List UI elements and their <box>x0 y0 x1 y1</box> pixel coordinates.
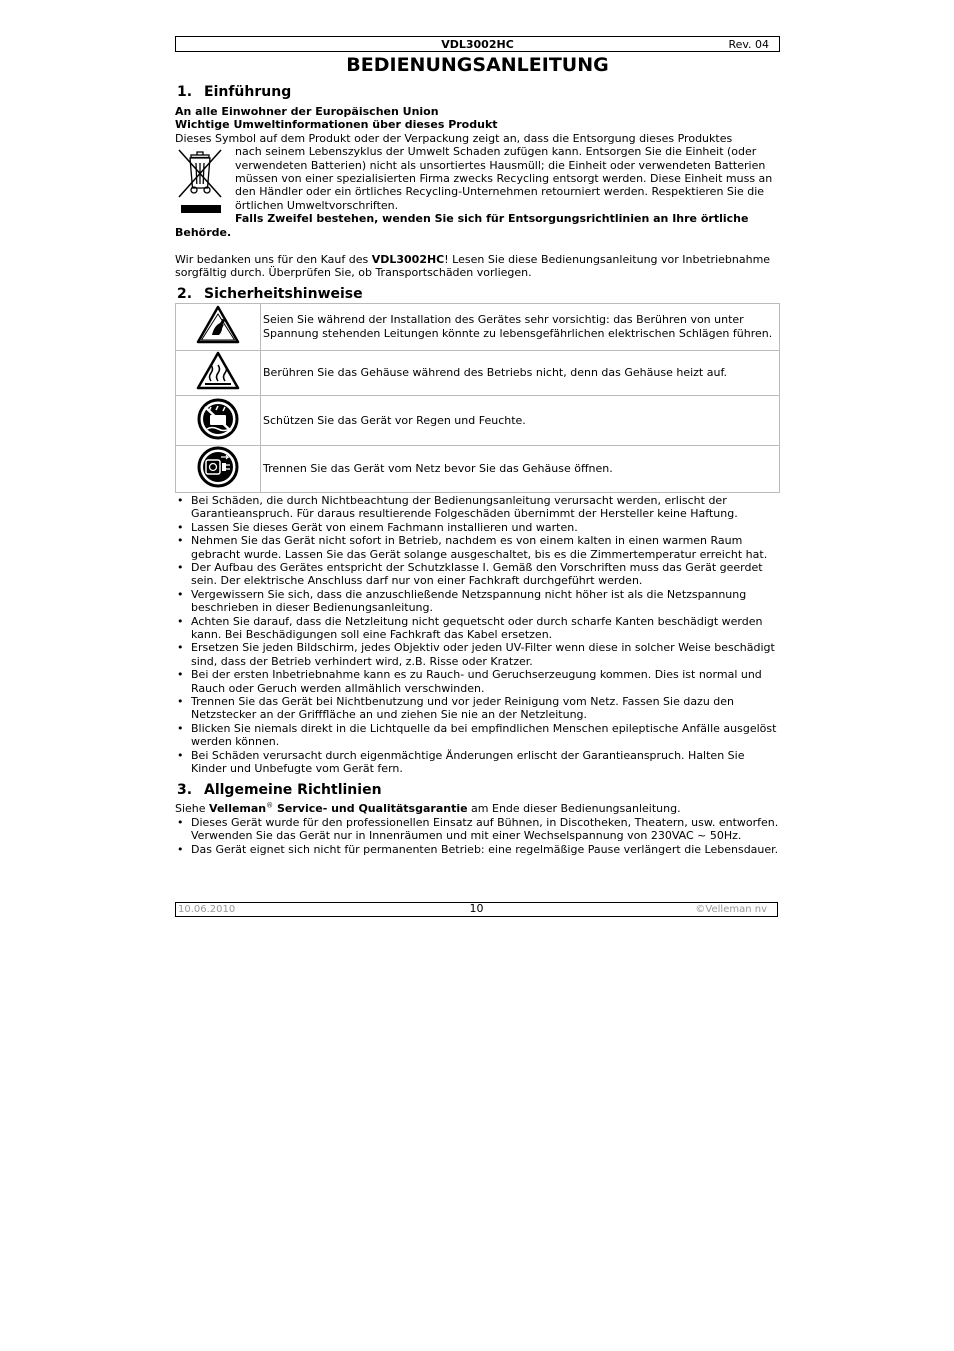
weee-text-rest: nach seinem Lebenszyklus der Umwelt Schaden zufügen kann. Entsorgen Sie die Einheit (oder verwendeten Batterien) nicht als unsortiertes Hausmüll; die Einheit oder verwendeten Batterien müssen von einer spezialisierten Firma zwecks Recycling entsorgt werden. Diese Einheit muss an den Händler oder ein örtliches Recycling-Unternehmen retourniert werden. Respektieren Sie die örtlichen Umweltvorschriften. <box>235 145 773 212</box>
page-number: 10 <box>469 902 484 915</box>
list-item: • Vergewissern Sie sich, dass die anzuschließende Netzspannung nicht höher ist als die Netzspannung beschrieben in dieser Bedienungsanleitung. <box>175 588 780 615</box>
environment-info-line: Wichtige Umweltinformationen über dieses Produkt <box>175 118 498 132</box>
section-heading-3: 3. Allgemeine Richtlinien <box>177 782 382 799</box>
model-number: VDL3002HC <box>441 38 514 51</box>
page-footer <box>175 902 778 917</box>
safety-bullets <box>175 494 780 776</box>
weee-text-first: Dieses Symbol auf dem Produkt oder der Verpackung zeigt an, dass die Entsorgung dieses Produktes <box>175 131 733 145</box>
list-item: • Bei der ersten Inbetriebnahme kann es zu Rauch- und Geruchserzeugung kommen. Dies ist normal und Rauch oder Geruch werden allmählich verschwinden. <box>175 668 780 695</box>
safety-row <box>176 303 780 350</box>
page-header <box>175 36 780 52</box>
safety-row <box>176 350 780 395</box>
keep-dry-icon <box>197 398 239 440</box>
list-item: • Lassen Sie dieses Gerät von einem Fachmann installieren und warten. <box>175 521 780 534</box>
revision: Rev. 04 <box>728 38 769 51</box>
safety-text: Seien Sie während der Installation des Gerätes sehr vorsichtig: das Berühren von unter Spannung stehenden Leitungen könnte zu lebensgefährlichen elektrischen Schlägen führen. <box>261 303 780 350</box>
section-heading-2: 2. Sicherheitshinweise <box>177 285 363 302</box>
electric-shock-warning-icon <box>196 305 240 345</box>
unplug-before-opening-icon <box>197 446 239 488</box>
weee-block <box>175 145 780 239</box>
general-lead: Siehe Velleman® Service- und Qualitätsgarantie am Ende dieser Bedienungsanleitung. <box>175 801 681 816</box>
safety-text: Trennen Sie das Gerät vom Netz bevor Sie das Gehäuse öffnen. <box>261 445 780 492</box>
list-item: • Dieses Gerät wurde für den professionellen Einsatz auf Bühnen, in Discotheken, Theatern, usw. entworfen. Verwenden Sie das Gerät nur in Innenräumen und mit einer Wechselspannung von 230VAC ~ 50Hz. <box>175 816 780 843</box>
list-item: • Das Gerät eignet sich nicht für permanenten Betrieb: eine regelmäßige Pause verlängert die Lebensdauer. <box>175 843 780 856</box>
eu-residents-line: An alle Einwohner der Europäischen Union <box>175 105 439 118</box>
weee-bold-text-end: Behörde. <box>175 225 232 239</box>
list-item: • Bei Schäden verursacht durch eigenmächtige Änderungen erlischt der Garantieanspruch. Halten Sie Kinder und Unbefugte vom Gerät fern. <box>175 749 780 776</box>
safety-table <box>175 303 780 493</box>
safety-text: Schützen Sie das Gerät vor Regen und Feuchte. <box>261 395 780 445</box>
footer-copyright: ©Velleman nv <box>695 904 767 915</box>
list-item: • Achten Sie darauf, dass die Netzleitung nicht gequetscht oder durch scharfe Kanten beschädigt werden kann. Bei Beschädigungen soll eine Fachkraft das Kabel ersetzen. <box>175 615 780 642</box>
list-item: • Der Aufbau des Gerätes entspricht der Schutzklasse I. Gemäß den Vorschriften muss das Gerät geerdet sein. Der elektrische Anschluss darf nur von einer Fachkraft durchgeführt werden. <box>175 561 780 588</box>
thanks-paragraph: Wir bedanken uns für den Kauf des VDL3002HC! Lesen Sie diese Bedienungsanleitung vor Inbetriebnahme sorgfältig durch. Überprüfen Sie, ob Transportschäden vorliegen. <box>175 253 771 280</box>
safety-row <box>176 445 780 492</box>
hot-surface-warning-icon <box>196 351 240 391</box>
list-item: • Trennen Sie das Gerät bei Nichtbenutzung und vor jeder Reinigung vom Netz. Fassen Sie dazu den Netzstecker an der Grifffläche an und ziehen Sie nie an der Netzleitung. <box>175 695 780 722</box>
list-item: • Nehmen Sie das Gerät nicht sofort in Betrieb, nachdem es von einem kalten in einen warmen Raum gebracht wurde. Lassen Sie das Gerät solange ausgeschaltet, bis es die Zimmertemperatur erreicht hat. <box>175 534 780 561</box>
list-item: • Bei Schäden, die durch Nichtbeachtung der Bedienungsanleitung verursacht werden, erlischt der Garantieanspruch. Für daraus resultierende Folgeschäden übernimmt der Hersteller keine Haftung. <box>175 494 780 521</box>
safety-row <box>176 395 780 445</box>
crossed-out-bin-icon <box>177 147 223 213</box>
manual-page <box>175 36 780 856</box>
safety-text: Berühren Sie das Gehäuse während des Betriebs nicht, denn das Gehäuse heizt auf. <box>261 350 780 395</box>
section-heading-1: 1. Einführung <box>177 84 292 100</box>
footer-date: 10.06.2010 <box>178 904 236 915</box>
page-title: BEDIENUNGSANLEITUNG <box>346 54 609 76</box>
list-item: • Blicken Sie niemals direkt in die Lichtquelle da bei empfindlichen Menschen epileptische Anfälle ausgelöst werden können. <box>175 722 780 749</box>
general-bullets <box>175 816 780 856</box>
weee-bold-text: Falls Zweifel bestehen, wenden Sie sich für Entsorgungsrichtlinien an Ihre örtliche <box>235 212 749 226</box>
list-item: • Ersetzen Sie jeden Bildschirm, jedes Objektiv oder jeden UV-Filter wenn diese in solcher Weise beschädigt sind, dass der Betrieb verhindert wird, z.B. Risse oder Kratzer. <box>175 641 780 668</box>
